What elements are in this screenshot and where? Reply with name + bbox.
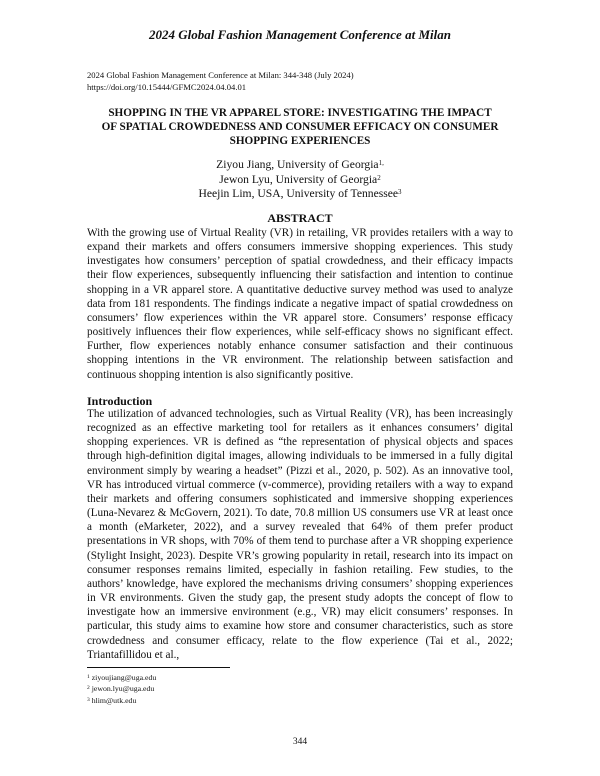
footnote-mark: 2	[87, 685, 90, 692]
conference-header: 2024 Global Fashion Management Conference at Milan	[149, 27, 451, 42]
author-footnote-mark: 3	[398, 188, 402, 196]
paper-title	[87, 106, 513, 148]
author-line	[87, 158, 513, 173]
citation-line: 2024 Global Fashion Management Conference at Milan: 344-348 (July 2024)	[87, 70, 354, 80]
title-line: SHOPPING IN THE VR APPAREL STORE: INVESTIGATING THE IMPACT	[108, 107, 492, 119]
introduction-text: The utilization of advanced technologies, such as Virtual Reality (VR), has been increasingly recognized as an effective marketing tool for retailers as it enhances consumers’ digital shopping experiences. VR is defined as “the representation of physical objects and spaces through high-definition digital images, allowing individuals to be immersed in a fully digital environment simply by wearing a headset” (Pizzi et al., 2020, p. 502). As an innovative tool, VR has introduced virtual commerce (v-commerce), providing retailers with a way to expand their markets and offering consumers sophisticated and immersive shopping experiences (Luna-Nevarez & McGovern, 2021). To date, 70.8 million US consumers use VR at least once a month (eMarketer, 2022), and a survey revealed that 64% of them prefer product presentations in VR shops, with 70% of them tend to purchase after a VR shopping experience (Stylight Insight, 2023). Despite VR’s growing popularity in retail, research into its impact on consumer responses remains limited, especially in fashion retailing. Few studies, to the authors’ knowledge, have explored the mechanisms driving consumers’ shopping experiences in VR environments. Given the study gap, the present study adopts the concept of flow to investigate how an immersive environment (e.g., VR) may elicit consumers’ responses. In particular, this study aims to examine how store and consumer characteristics, such as store crowdedness and consumer efficacy, relate to the flow experience (Tai et al., 2022; Triantafillidou et al.,	[87, 408, 513, 661]
footnote	[87, 695, 156, 706]
doi-link[interactable]: https://doi.org/10.15444/GFMC2024.04.04.01	[87, 82, 247, 92]
abstract-heading: ABSTRACT	[267, 211, 333, 225]
author-name: Ziyou Jiang, University of Georgia	[216, 158, 379, 171]
citation-block	[87, 69, 527, 93]
abstract-text: With the growing use of Virtual Reality (VR) in retailing, VR provides retailers with a way to expand their markets and offers consumers immersive shopping experiences. This study investigates how consumers’ perception of spatial crowdedness, and their efficacy impacts their flow experiences, subsequently influencing their satisfaction and intention to continue shopping in a VR apparel store. A quantitative deductive survey method was used to analyze data from 181 respondents. The findings indicate a negative impact of spatial crowdedness on consumers’ flow experiences within the VR apparel store. Consumers’ response efficacy positively influences their flow experiences, while self-efficacy shows no significant effect. Further, flow experiences notably enhance consumer satisfaction and their continuous shopping intentions in the VR environment. The relationship between satisfaction and continuous shopping intention is also significantly positive.	[87, 227, 513, 381]
footnote-divider	[87, 667, 230, 668]
author-name: Jewon Lyu, University of Georgia	[219, 172, 378, 186]
author-footnote-mark: 2	[377, 173, 381, 182]
footnote	[87, 683, 156, 694]
author-footnote-mark: 1,	[378, 159, 384, 167]
author-list	[87, 158, 513, 202]
author-name: Heejin Lim, USA, University of Tennessee	[198, 187, 399, 200]
footnote-mark: 1	[87, 674, 90, 680]
title-line: OF SPATIAL CROWDEDNESS AND CONSUMER EFFICACY ON CONSUMER	[101, 121, 499, 133]
footnote-mark: 3	[87, 696, 90, 703]
footnote	[87, 672, 156, 683]
page-number: 344	[292, 737, 308, 747]
author-line	[87, 173, 513, 188]
footnote-email: jewon.lyu@uga.edu	[89, 684, 155, 694]
title-line: SHOPPING EXPERIENCES	[229, 135, 371, 147]
footnote-email: ziyoujiang@uga.edu	[89, 673, 157, 682]
footnotes	[87, 672, 156, 706]
introduction-heading: Introduction	[87, 394, 153, 408]
footnote-email: hlim@utk.edu	[89, 695, 137, 705]
author-line	[87, 187, 513, 202]
